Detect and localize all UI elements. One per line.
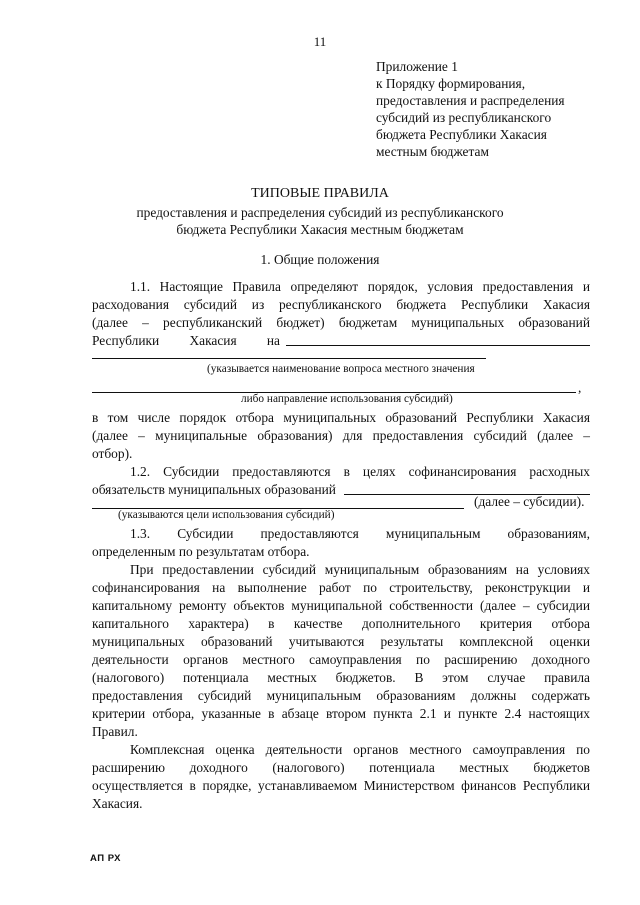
field-hint: (указываются цели использования субсидий) <box>118 509 335 521</box>
paragraph-line-with-blank <box>92 333 590 349</box>
footer-mark: АП РХ <box>90 853 122 864</box>
paragraph-line: При предоставлении субсидий муниципальным образованиям на условиях <box>130 562 590 577</box>
document-subtitle <box>0 204 640 238</box>
page-number: 11 <box>313 34 327 49</box>
fill-in-line <box>92 358 486 359</box>
paragraph-line: отбор). <box>92 446 133 461</box>
punctuation: , <box>578 380 582 395</box>
paragraph-line: капитального характера) в качестве дополнительного критерия отбора <box>92 616 590 631</box>
paragraph-line: 1.3. Субсидии предоставляются муниципальным образованиям, <box>130 526 590 541</box>
paragraph-line: Комплексная оценка деятельности органов местного самоуправления по <box>130 742 590 757</box>
field-hint: либо направление использования субсидий) <box>241 393 453 405</box>
field-hint: (указывается наименование вопроса местного значения <box>207 363 475 375</box>
annex-line: субсидий из республиканского <box>376 110 552 125</box>
paragraph-line: (далее – республиканский бюджет) бюджетам муниципальных образований <box>92 315 590 330</box>
subtitle-line: бюджета Республики Хакасия местным бюджетам <box>176 222 464 237</box>
paragraph-line: 1.1. Настоящие Правила определяют порядок, условия предоставления и <box>130 279 590 294</box>
paragraph-line: капитальному ремонту объектов муниципальной собственности (далее – субсидии <box>92 598 590 613</box>
annex-line: к Порядку формирования, <box>376 76 526 91</box>
paragraph-line: в том числе порядок отбора муниципальных образований Республики Хакасия <box>92 410 590 425</box>
paragraph-line: (далее – муниципальные образования) для предоставления субсидий (далее – <box>92 428 590 443</box>
annex-line: местным бюджетам <box>376 144 489 159</box>
fill-in-line <box>286 345 590 346</box>
paragraph-line: предоставления субсидий муниципальным образованиям должны содержать <box>92 688 590 703</box>
paragraph-line: софинансирования на выполнение работ по строительству, реконструкции и <box>92 580 590 595</box>
paragraph-line: 1.2. Субсидии предоставляются в целях софинансирования расходных <box>130 464 590 479</box>
document-title: ТИПОВЫЕ ПРАВИЛА <box>251 186 389 201</box>
paragraph-line: критерии отбора, указанные в абзаце втором пункта 2.1 и пункте 2.4 настоящих <box>92 706 590 721</box>
paragraph-line: муниципальных образований учитываются результаты комплексной оценки <box>92 634 590 649</box>
paragraph-line: деятельности органов местного самоуправления по расширению доходного <box>92 652 590 667</box>
annex-block <box>376 58 565 160</box>
paragraph-line: (налогового) потенциала местных бюджетов. В этом случае правила <box>92 670 590 685</box>
subtitle-line: предоставления и распределения субсидий из республиканского <box>136 205 504 220</box>
paragraph-line: Хакасия. <box>92 796 143 811</box>
paragraph-line: осуществляется в порядке, устанавливаемом Министерством финансов Республики <box>92 778 590 793</box>
annex-line: бюджета Республики Хакасия <box>376 127 547 142</box>
section-heading: 1. Общие положения <box>260 252 380 267</box>
paragraph-line: определенным по результатам отбора. <box>92 544 310 559</box>
annex-line: Приложение 1 <box>376 59 458 74</box>
paragraph-line: расширению доходного (налогового) потенциала местных бюджетов <box>92 760 590 775</box>
paragraph-text: (далее – субсидии). <box>474 494 585 509</box>
paragraph-text: Республики Хакасия на <box>92 333 280 348</box>
annex-line: предоставления и распределения <box>376 93 565 108</box>
paragraph-text: обязательств муниципальных образований <box>92 482 336 497</box>
paragraph-line: Правил. <box>92 724 138 739</box>
paragraph-line: расходования субсидий из республиканского бюджета Республики Хакасия <box>92 297 590 312</box>
